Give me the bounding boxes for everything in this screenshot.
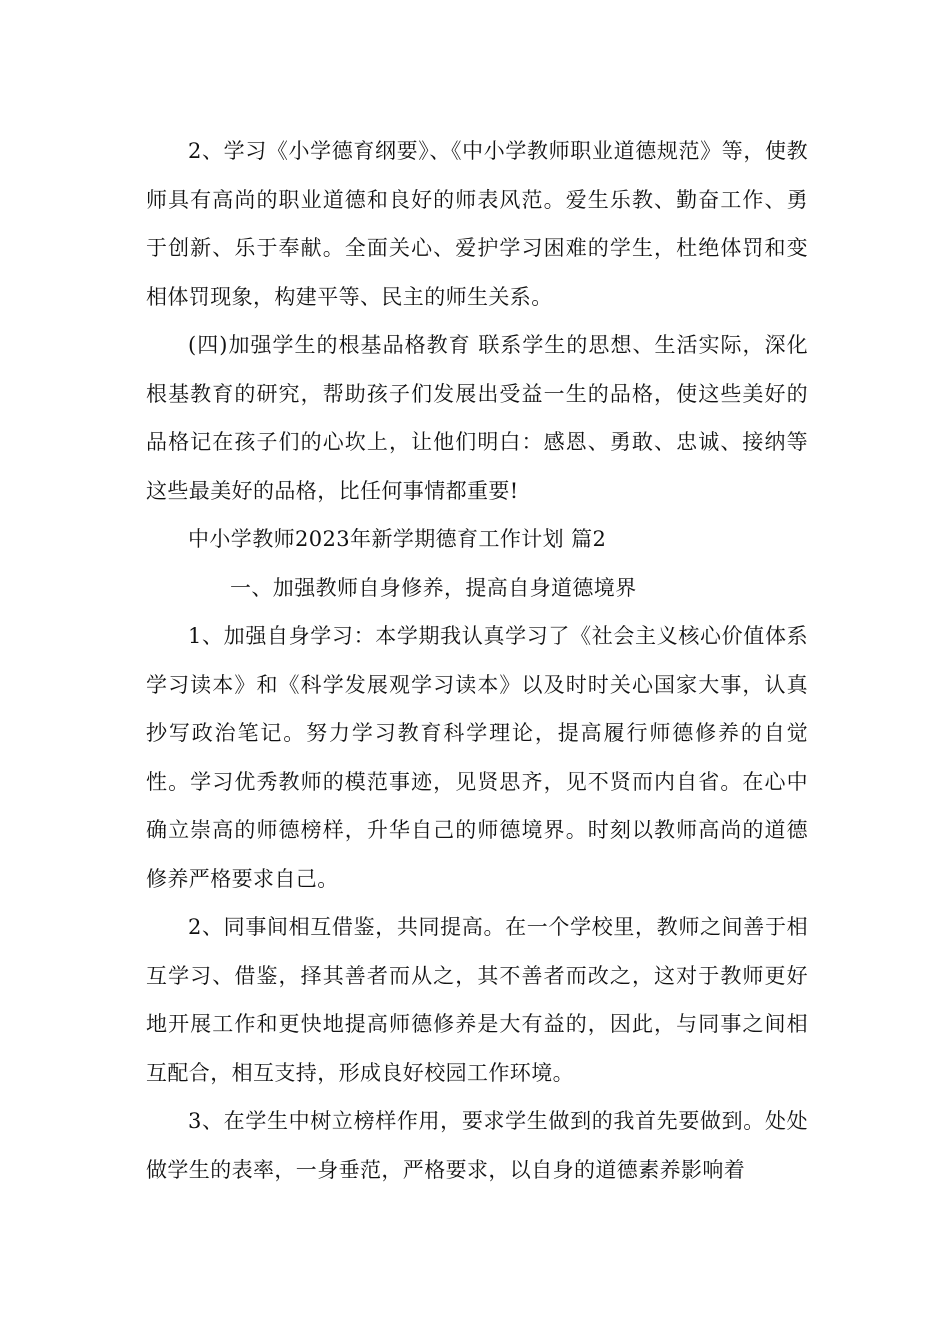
paragraph-colleagues: 2、同事间相互借鉴，共同提高。在一个学校里，教师之间善于相互学习、借鉴，择其善者而从之，其不善者而改之，这对于教师更好地开展工作和更快地提高师德修养是大有益的，因此，与同事之间相互配合，相互支持，形成良好校园工作环境。 [146,915,808,1085]
heading-self-cultivation: 一、加强教师自身修养，提高自身道德境界 [230,575,637,600]
paragraph-role-model: 3、在学生中树立榜样作用，要求学生做到的我首先要做到。处处做学生的表率，一身垂范，严格要求，以自身的道德素养影响着 [146,1109,808,1182]
paragraph-self-study: 1、加强自身学习：本学期我认真学习了《社会主义核心价值体系学习读本》和《科学发展观学习读本》以及时时关心国家大事，认真抄写政治笔记。努力学习教育科学理论，提高履行师德修养的自觉性。学习优秀教师的模范事迹，见贤思齐，见不贤而内自省。在心中确立崇高的师德榜样，升华自己的师德境界。时刻以教师高尚的道德修养严格要求自己。 [146,624,808,891]
paragraph-character-education: (四)加强学生的根基品格教育 联系学生的思想、生活实际，深化根基教育的研究，帮助孩子们发展出受益一生的品格，使这些美好的品格记在孩子们的心坎上，让他们明白：感恩、勇敢、忠诚、接纳等这些最美好的品格，比任何事情都重要! [146,333,808,503]
paragraph-study-codes: 2、学习《小学德育纲要》、《中小学教师职业道德规范》等，使教师具有高尚的职业道德和良好的师表风范。爱生乐教、勤奋工作、勇于创新、乐于奉献。全面关心、爱护学习困难的学生，杜绝体罚和变相体罚现象，构建平等、民主的师生关系。 [146,139,808,309]
section-title-plan-2: 中小学教师2023年新学期德育工作计划 篇2 [188,527,607,551]
document-page [146,127,808,1194]
